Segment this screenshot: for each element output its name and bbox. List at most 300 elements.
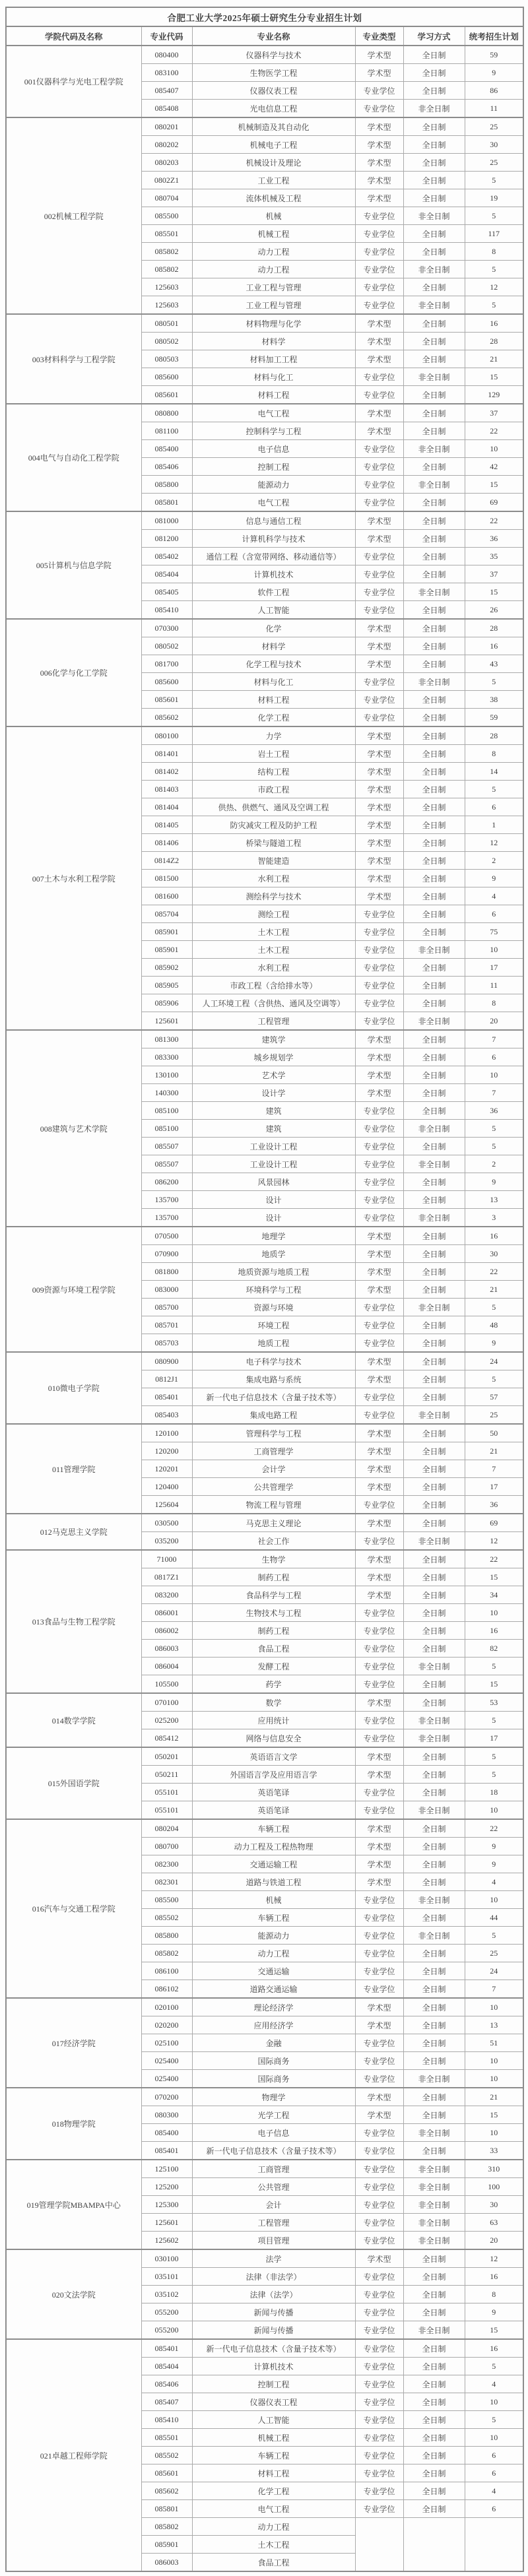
major-code-cell: 055200 <box>141 2303 192 2321</box>
study-mode-cell: 全日制 <box>403 1478 465 1496</box>
major-name-cell: 设计学 <box>192 1084 355 1102</box>
plan-count-cell: 36 <box>465 1496 523 1514</box>
major-name-cell: 车辆工程 <box>192 2447 355 2464</box>
major-code-cell: 086002 <box>141 1622 192 1640</box>
major-type-cell: 专业学位 <box>355 1316 403 1334</box>
major-code-cell: 025200 <box>141 1712 192 1729</box>
study-mode-cell: 全日制 <box>403 781 465 798</box>
college-cell: 018物理学院 <box>6 2088 141 2160</box>
study-mode-cell: 全日制 <box>403 1962 465 1980</box>
plan-count-cell: 37 <box>465 565 523 583</box>
major-name-cell: 新一代电子信息技术（含量子技术等） <box>192 2142 355 2160</box>
major-type-cell: 专业学位 <box>355 2358 403 2375</box>
study-mode-cell: 全日制 <box>403 923 465 941</box>
study-mode-cell: 全日制 <box>403 333 465 350</box>
college-cell: 005计算机与信息学院 <box>6 511 141 619</box>
major-code-cell: 080704 <box>141 189 192 207</box>
study-mode-cell: 非全日制 <box>403 2321 465 2340</box>
major-type-cell: 专业学位 <box>355 1388 403 1406</box>
plan-count-cell: 5 <box>465 1138 523 1155</box>
plan-count-cell: 12 <box>465 2249 523 2268</box>
plan-count-cell: 9 <box>465 1838 523 1855</box>
major-type-cell: 学术型 <box>355 117 403 136</box>
major-code-cell: 085905 <box>141 977 192 994</box>
major-type-cell: 学术型 <box>355 726 403 745</box>
plan-count-cell: 25 <box>465 1406 523 1425</box>
plan-count-cell: 12 <box>465 834 523 852</box>
major-type-cell: 专业学位 <box>355 2034 403 2052</box>
major-code-cell: 080201 <box>141 117 192 136</box>
study-mode-cell: 全日制 <box>403 1084 465 1102</box>
plan-count-cell: 15 <box>465 2106 523 2124</box>
plan-count-cell: 5 <box>465 296 523 315</box>
major-code-cell: 105500 <box>141 1675 192 1694</box>
major-name-cell: 集成电路工程 <box>192 1406 355 1425</box>
major-type-cell: 学术型 <box>355 1442 403 1460</box>
study-mode-cell: 全日制 <box>403 2303 465 2321</box>
study-mode-cell: 全日制 <box>403 117 465 136</box>
major-type-cell: 专业学位 <box>355 923 403 941</box>
major-type-cell: 学术型 <box>355 1514 403 1532</box>
table-row <box>6 726 523 745</box>
major-type-cell: 专业学位 <box>355 1712 403 1729</box>
major-code-cell: 081600 <box>141 887 192 905</box>
major-code-cell: 085600 <box>141 673 192 691</box>
major-type-cell: 学术型 <box>355 852 403 870</box>
study-mode-cell: 全日制 <box>403 709 465 727</box>
major-code-cell: 081100 <box>141 422 192 440</box>
study-mode-cell: 全日制 <box>403 1173 465 1191</box>
plan-count-cell: 10 <box>465 2429 523 2447</box>
major-code-cell: 081403 <box>141 781 192 798</box>
major-code-cell: 085400 <box>141 440 192 458</box>
major-code-cell: 070100 <box>141 1693 192 1712</box>
table-row <box>6 2160 523 2178</box>
major-code-cell: 081404 <box>141 798 192 816</box>
major-name-cell: 机械电子工程 <box>192 136 355 154</box>
table-row <box>6 46 523 64</box>
plan-count-cell: 6 <box>465 798 523 816</box>
major-code-cell: 085501 <box>141 2429 192 2447</box>
major-type-cell: 学术型 <box>355 404 403 422</box>
plan-count-cell: 24 <box>465 1962 523 1980</box>
plan-count-cell: 6 <box>465 2464 523 2482</box>
plan-count-cell: 10 <box>465 1891 523 1909</box>
table-row <box>6 1550 523 1568</box>
plan-count-cell: 7 <box>465 1030 523 1048</box>
major-name-cell: 能源动力 <box>192 1927 355 1945</box>
major-type-cell: 专业学位 <box>355 278 403 296</box>
plan-count-cell: 38 <box>465 691 523 709</box>
study-mode-cell: 非全日制 <box>403 2124 465 2142</box>
plan-count-cell: 4 <box>465 2482 523 2500</box>
major-type-cell: 专业学位 <box>355 941 403 959</box>
study-mode-cell: 全日制 <box>403 2500 465 2518</box>
major-code-cell: 085704 <box>141 905 192 923</box>
college-cell: 003材料科学与工程学院 <box>6 314 141 404</box>
college-cell: 009资源与环境工程学院 <box>6 1227 141 1352</box>
column-header-major-code: 专业代码 <box>141 26 192 46</box>
major-type-cell: 专业学位 <box>355 1658 403 1675</box>
major-code-cell: 086001 <box>141 1604 192 1622</box>
major-code-cell: 085802 <box>141 261 192 278</box>
table-row <box>6 1819 523 1838</box>
major-type-cell: 专业学位 <box>355 2393 403 2411</box>
study-mode-cell: 全日制 <box>403 1622 465 1640</box>
major-type-cell: 专业学位 <box>355 977 403 994</box>
major-type-cell: 专业学位 <box>355 1801 403 1820</box>
major-code-cell: 025100 <box>141 2034 192 2052</box>
major-type-cell: 专业学位 <box>355 2214 403 2232</box>
major-type-cell: 专业学位 <box>355 1334 403 1353</box>
major-name-cell: 化学工程 <box>192 709 355 727</box>
major-type-cell: 学术型 <box>355 2106 403 2124</box>
major-type-cell: 学术型 <box>355 1352 403 1370</box>
major-code-cell: 080100 <box>141 726 192 745</box>
plan-count-cell: 17 <box>465 1729 523 1748</box>
major-code-cell: 070900 <box>141 1245 192 1263</box>
plan-count-cell: 30 <box>465 2196 523 2214</box>
study-mode-cell: 全日制 <box>403 1424 465 1442</box>
major-code-cell: 120201 <box>141 1460 192 1478</box>
plan-count-cell: 17 <box>465 959 523 977</box>
plan-count-cell: 86 <box>465 82 523 100</box>
major-type-cell: 专业学位 <box>355 386 403 404</box>
major-code-cell: 085407 <box>141 82 192 100</box>
major-code-cell: 086200 <box>141 1173 192 1191</box>
study-mode-cell: 非全日制 <box>403 1532 465 1551</box>
study-mode-cell: 全日制 <box>403 1460 465 1478</box>
major-name-cell: 新闻与传播 <box>192 2321 355 2340</box>
study-mode-cell: 非全日制 <box>403 2232 465 2250</box>
major-type-cell: 专业学位 <box>355 2411 403 2429</box>
major-name-cell: 仪器科学与技术 <box>192 46 355 64</box>
plan-count-cell: 16 <box>465 2339 523 2358</box>
study-mode-cell: 全日制 <box>403 2016 465 2034</box>
major-type-cell: 学术型 <box>355 333 403 350</box>
study-mode-cell: 全日制 <box>403 2375 465 2393</box>
major-code-cell: 085901 <box>141 941 192 959</box>
table-row <box>6 1747 523 1766</box>
major-type-cell: 专业学位 <box>355 1532 403 1551</box>
table-row <box>6 1998 523 2016</box>
major-code-cell: 085400 <box>141 2124 192 2142</box>
major-name-cell: 机械制造及其自动化 <box>192 117 355 136</box>
major-type-cell: 专业学位 <box>355 2339 403 2358</box>
major-name-cell: 会计学 <box>192 1460 355 1478</box>
major-name-cell: 公共管理学 <box>192 1478 355 1496</box>
major-name-cell: 食品科学与工程 <box>192 1586 355 1604</box>
plan-count-cell: 25 <box>465 117 523 136</box>
major-name-cell: 电气工程 <box>192 2500 355 2518</box>
major-type-cell: 专业学位 <box>355 2375 403 2393</box>
major-type-cell: 专业学位 <box>355 2268 403 2286</box>
plan-count-cell: 15 <box>465 476 523 494</box>
major-code-cell: 081200 <box>141 530 192 548</box>
plan-count-cell: 21 <box>465 2088 523 2106</box>
study-mode-cell: 非全日制 <box>403 1406 465 1425</box>
major-name-cell: 应用经济学 <box>192 2016 355 2034</box>
plan-count-cell: 82 <box>465 1640 523 1658</box>
major-name-cell: 建筑 <box>192 1102 355 1120</box>
major-type-cell: 学术型 <box>355 1048 403 1066</box>
major-name-cell: 控制工程 <box>192 458 355 476</box>
study-mode-cell: 非全日制 <box>403 476 465 494</box>
plan-count-cell: 5 <box>465 1120 523 1138</box>
major-code-cell: 020200 <box>141 2016 192 2034</box>
plan-count-cell: 10 <box>465 1998 523 2016</box>
major-type-cell: 学术型 <box>355 1998 403 2016</box>
study-mode-cell: 全日制 <box>403 1604 465 1622</box>
study-mode-cell: 非全日制 <box>403 2178 465 2196</box>
major-code-cell: 085507 <box>141 1155 192 1173</box>
major-code-cell: 085410 <box>141 2411 192 2429</box>
major-name-cell: 法学 <box>192 2249 355 2268</box>
major-type-cell: 学术型 <box>355 1586 403 1604</box>
study-mode-cell: 全日制 <box>403 82 465 100</box>
study-mode-cell: 全日制 <box>403 1747 465 1766</box>
major-type-cell: 学术型 <box>355 1245 403 1263</box>
table-row <box>6 1030 523 1048</box>
college-cell: 004电气与自动化工程学院 <box>6 404 141 511</box>
plan-count-cell: 28 <box>465 333 523 350</box>
study-mode-cell: 全日制 <box>403 2482 465 2500</box>
study-mode-cell: 全日制 <box>403 887 465 905</box>
plan-count-cell: 57 <box>465 1388 523 1406</box>
major-name-cell: 智能建造 <box>192 852 355 870</box>
major-type-cell: 学术型 <box>355 887 403 905</box>
major-code-cell: 085801 <box>141 494 192 512</box>
major-name-cell: 材料工程 <box>192 386 355 404</box>
major-code-cell: 085100 <box>141 1120 192 1138</box>
major-name-cell: 人工智能 <box>192 601 355 620</box>
study-mode-cell: 全日制 <box>403 1550 465 1568</box>
major-code-cell: 085600 <box>141 368 192 386</box>
major-code-cell: 085502 <box>141 1909 192 1927</box>
major-type-cell: 学术型 <box>355 1855 403 1873</box>
major-code-cell: 085802 <box>141 1945 192 1962</box>
study-mode-cell: 全日制 <box>403 1281 465 1299</box>
major-type-cell: 专业学位 <box>355 476 403 494</box>
plan-count-cell: 10 <box>465 941 523 959</box>
plan-count-cell: 2 <box>465 852 523 870</box>
major-type-cell: 学术型 <box>355 1066 403 1084</box>
major-name-cell: 地质资源与地质工程 <box>192 1263 355 1281</box>
major-name-cell: 项目管理 <box>192 2232 355 2250</box>
plan-count-cell: 4 <box>465 2375 523 2393</box>
plan-count-cell: 53 <box>465 1693 523 1712</box>
major-name-cell: 建筑 <box>192 1120 355 1138</box>
major-type-cell: 学术型 <box>355 422 403 440</box>
major-type-cell: 专业学位 <box>355 959 403 977</box>
major-type-cell: 专业学位 <box>355 994 403 1012</box>
plan-count-cell: 10 <box>465 1604 523 1622</box>
major-type-cell: 学术型 <box>355 1227 403 1245</box>
study-mode-cell: 非全日制 <box>403 673 465 691</box>
study-mode-cell: 全日制 <box>403 350 465 368</box>
major-type-cell: 专业学位 <box>355 1191 403 1209</box>
major-code-cell: 085601 <box>141 386 192 404</box>
major-name-cell: 工业设计工程 <box>192 1155 355 1173</box>
major-name-cell: 国际商务 <box>192 2052 355 2070</box>
major-code-cell: 081406 <box>141 834 192 852</box>
plan-count-cell: 9 <box>465 2303 523 2321</box>
plan-count-cell: 5 <box>465 2411 523 2429</box>
plan-count-cell: 15 <box>465 1675 523 1694</box>
plan-count-cell <box>465 2536 523 2554</box>
college-cell: 015外国语学院 <box>6 1747 141 1819</box>
major-code-cell: 025400 <box>141 2070 192 2088</box>
major-name-cell: 马克思主义理论 <box>192 1514 355 1532</box>
plan-count-cell: 34 <box>465 1586 523 1604</box>
major-name-cell: 艺术学 <box>192 1066 355 1084</box>
major-code-cell: 030100 <box>141 2249 192 2268</box>
major-name-cell: 岩土工程 <box>192 745 355 763</box>
major-name-cell: 道路交通运输 <box>192 1980 355 1999</box>
major-name-cell: 动力工程 <box>192 261 355 278</box>
plan-count-cell: 117 <box>465 225 523 243</box>
major-code-cell: 0802Z1 <box>141 172 192 189</box>
study-mode-cell: 全日制 <box>403 1102 465 1120</box>
study-mode-cell: 非全日制 <box>403 2070 465 2088</box>
major-name-cell: 外国语言学及应用语言学 <box>192 1766 355 1784</box>
plan-count-cell: 22 <box>465 1819 523 1838</box>
study-mode-cell: 全日制 <box>403 1766 465 1784</box>
study-mode-cell: 全日制 <box>403 386 465 404</box>
major-type-cell: 专业学位 <box>355 1012 403 1031</box>
college-cell: 007土木与水利工程学院 <box>6 726 141 1030</box>
major-name-cell: 材料物理与化学 <box>192 314 355 333</box>
plan-count-cell: 20 <box>465 2232 523 2250</box>
major-code-cell: 080501 <box>141 314 192 333</box>
plan-count-cell: 21 <box>465 1442 523 1460</box>
study-mode-cell: 全日制 <box>403 154 465 172</box>
major-code-cell: 083200 <box>141 1586 192 1604</box>
major-name-cell: 设计 <box>192 1191 355 1209</box>
major-code-cell: 125604 <box>141 1496 192 1514</box>
major-name-cell: 英语笔译 <box>192 1801 355 1820</box>
college-cell: 019管理学院MBAMPA中心 <box>6 2160 141 2249</box>
major-code-cell: 035200 <box>141 1532 192 1551</box>
study-mode-cell: 全日制 <box>403 977 465 994</box>
study-mode-cell: 非全日制 <box>403 1658 465 1675</box>
study-mode-cell: 全日制 <box>403 745 465 763</box>
major-code-cell: 080503 <box>141 350 192 368</box>
major-code-cell: 086102 <box>141 1980 192 1999</box>
major-type-cell <box>355 2518 403 2536</box>
study-mode-cell: 全日制 <box>403 2268 465 2286</box>
college-cell: 020文法学院 <box>6 2249 141 2339</box>
major-type-cell: 学术型 <box>355 511 403 530</box>
study-mode-cell: 非全日制 <box>403 1729 465 1748</box>
plan-count-cell: 22 <box>465 1550 523 1568</box>
major-name-cell: 风景园林 <box>192 1173 355 1191</box>
major-code-cell: 083100 <box>141 64 192 82</box>
study-mode-cell: 全日制 <box>403 458 465 476</box>
major-name-cell: 工程管理 <box>192 1012 355 1031</box>
major-name-cell: 人工智能 <box>192 2411 355 2429</box>
study-mode-cell: 全日制 <box>403 46 465 64</box>
major-code-cell: 080203 <box>141 154 192 172</box>
major-type-cell: 学术型 <box>355 136 403 154</box>
study-mode-cell: 非全日制 <box>403 1012 465 1031</box>
column-header-study-mode: 学习方式 <box>403 26 465 46</box>
plan-count-cell: 9 <box>465 1334 523 1353</box>
plan-count-cell: 16 <box>465 1622 523 1640</box>
study-mode-cell: 全日制 <box>403 1855 465 1873</box>
major-code-cell: 085701 <box>141 1316 192 1334</box>
table-row <box>6 511 523 530</box>
major-type-cell: 学术型 <box>355 816 403 834</box>
table-row <box>6 1514 523 1532</box>
study-mode-cell: 非全日制 <box>403 1120 465 1138</box>
major-type-cell: 学术型 <box>355 637 403 655</box>
major-type-cell: 专业学位 <box>355 548 403 565</box>
college-cell: 021卓越工程师学院 <box>6 2339 141 2571</box>
plan-count-cell: 69 <box>465 494 523 512</box>
major-name-cell: 法律（非法学） <box>192 2268 355 2286</box>
major-code-cell: 085412 <box>141 1729 192 1748</box>
major-name-cell: 制药工程 <box>192 1622 355 1640</box>
major-code-cell: 085410 <box>141 601 192 620</box>
study-mode-cell: 全日制 <box>403 726 465 745</box>
major-name-cell: 会计 <box>192 2196 355 2214</box>
plan-count-cell: 15 <box>465 583 523 601</box>
major-code-cell: 082300 <box>141 1855 192 1873</box>
study-mode-cell: 非全日制 <box>403 1299 465 1316</box>
study-mode-cell: 非全日制 <box>403 100 465 118</box>
major-type-cell: 专业学位 <box>355 583 403 601</box>
table-row <box>6 404 523 422</box>
major-code-cell: 085406 <box>141 458 192 476</box>
major-code-cell: 0817Z1 <box>141 1568 192 1586</box>
study-mode-cell: 全日制 <box>403 691 465 709</box>
study-mode-cell: 全日制 <box>403 2286 465 2303</box>
plan-count-cell: 63 <box>465 2214 523 2232</box>
major-type-cell: 学术型 <box>355 763 403 781</box>
plan-count-cell: 5 <box>465 207 523 225</box>
major-type-cell: 学术型 <box>355 314 403 333</box>
college-cell: 006化学与化工学院 <box>6 619 141 726</box>
major-name-cell: 理论经济学 <box>192 1998 355 2016</box>
study-mode-cell: 全日制 <box>403 852 465 870</box>
study-mode-cell: 非全日制 <box>403 1155 465 1173</box>
major-code-cell: 085407 <box>141 2393 192 2411</box>
plan-count-cell: 5 <box>465 1927 523 1945</box>
study-mode-cell: 全日制 <box>403 1370 465 1388</box>
major-type-cell: 学术型 <box>355 1568 403 1586</box>
major-type-cell: 专业学位 <box>355 2070 403 2088</box>
column-header-plan-count: 统考招生计划 <box>465 26 523 46</box>
title-row <box>6 7 523 26</box>
major-name-cell: 桥梁与隧道工程 <box>192 834 355 852</box>
major-code-cell: 050211 <box>141 1766 192 1784</box>
major-code-cell: 086003 <box>141 1640 192 1658</box>
major-name-cell: 结构工程 <box>192 763 355 781</box>
study-mode-cell: 全日制 <box>403 1245 465 1263</box>
plan-count-cell: 5 <box>465 673 523 691</box>
plan-count-cell: 5 <box>465 1370 523 1388</box>
major-type-cell: 学术型 <box>355 1281 403 1299</box>
major-code-cell: 085800 <box>141 1927 192 1945</box>
major-code-cell: 080900 <box>141 1352 192 1370</box>
college-cell: 010微电子学院 <box>6 1352 141 1424</box>
major-code-cell: 050201 <box>141 1747 192 1766</box>
table-row <box>6 2249 523 2268</box>
college-cell: 014数学学院 <box>6 1693 141 1747</box>
major-code-cell: 085703 <box>141 1334 192 1353</box>
major-name-cell: 通信工程（含宽带网络、移动通信等） <box>192 548 355 565</box>
